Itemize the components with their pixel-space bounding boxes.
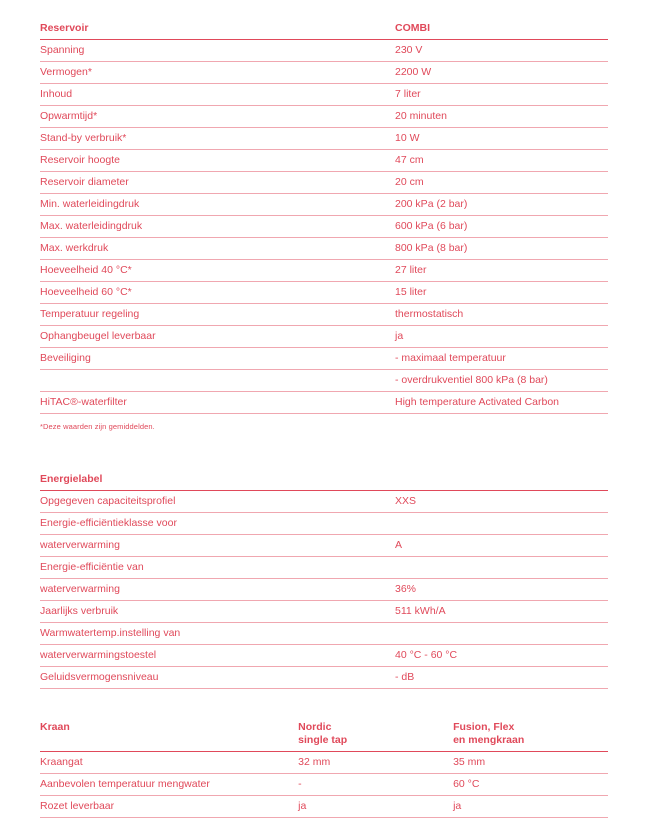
table-row [40,216,608,238]
table-row [40,370,608,392]
row-value [395,623,608,645]
row-label: Energie-efficiëntie van [40,557,395,579]
table-row [40,535,608,557]
row-value: 36% [395,579,608,601]
row-label: Aanbevolen temperatuur mengwater [40,774,298,796]
row-value-2: ja [453,796,608,818]
table-row [40,194,608,216]
table-row [40,491,608,513]
row-label: Vermogen* [40,62,395,84]
row-label: Warmwatertemp.instelling van [40,623,395,645]
table-row [40,774,608,796]
table-row [40,623,608,645]
header-label: Energielabel [40,467,395,491]
row-label: Geluidsvermogensniveau [40,667,395,689]
table-row [40,40,608,62]
table-row [40,326,608,348]
row-value: 27 liter [395,260,608,282]
reservoir-footnote: *Deze waarden zijn gemiddelden. [40,422,155,431]
row-label: Reservoir diameter [40,172,395,194]
row-value: 10 W [395,128,608,150]
row-label: Energie-efficiëntieklasse voor [40,513,395,535]
table-row [40,238,608,260]
row-label: Spanning [40,40,395,62]
kraan-table [40,715,608,818]
table-row [40,579,608,601]
section-spacer-2 [0,689,648,715]
row-label: waterverwarming [40,535,395,557]
table-row [40,128,608,150]
table-row [40,106,608,128]
row-label: Opgegeven capaciteitsprofiel [40,491,395,513]
row-value: - maximaal temperatuur [395,348,608,370]
row-value: 15 liter [395,282,608,304]
row-value: High temperature Activated Carbon [395,392,608,414]
row-value: 200 kPa (2 bar) [395,194,608,216]
row-label: Beveiliging [40,348,395,370]
header-value-fusion-line2: en mengkraan [453,734,525,746]
row-label: Min. waterleidingdruk [40,194,395,216]
row-value: ja [395,326,608,348]
table-row [40,796,608,818]
table-row [40,348,608,370]
row-label: Ophangbeugel leverbaar [40,326,395,348]
row-label: Hoeveelheid 40 °C* [40,260,395,282]
header-value-nordic-line2: single tap [298,734,348,746]
table-row [40,62,608,84]
row-value: 47 cm [395,150,608,172]
row-label: Inhoud [40,84,395,106]
row-value: A [395,535,608,557]
table-row [40,84,608,106]
row-value: ja [298,796,453,818]
table-header-row [40,715,608,752]
table-row [40,601,608,623]
row-label: waterverwarming [40,579,395,601]
section-energielabel [40,467,608,689]
row-value: 20 minuten [395,106,608,128]
row-value-2: 60 °C [453,774,608,796]
section-spacer-1 [0,431,648,467]
header-value [395,467,608,491]
row-label: Opwarmtijd* [40,106,395,128]
table-header-row [40,16,608,40]
row-value: 20 cm [395,172,608,194]
table-row [40,282,608,304]
header-value-nordic [298,715,453,752]
table-row [40,513,608,535]
header-label: Kraan [40,715,298,752]
row-value: - [298,774,453,796]
header-value-nordic-line1: Nordic [298,721,332,733]
row-label: Stand-by verbruik* [40,128,395,150]
table-row [40,645,608,667]
row-label: Temperatuur regeling [40,304,395,326]
row-value: 800 kPa (8 bar) [395,238,608,260]
table-row [40,557,608,579]
header-value-fusion-line1: Fusion, Flex [453,721,515,733]
row-label: Rozet leverbaar [40,796,298,818]
header-value-fusion [453,715,608,752]
row-value: 2200 W [395,62,608,84]
row-label [40,370,395,392]
energielabel-table [40,467,608,689]
row-value: 511 kWh/A [395,601,608,623]
row-label: Hoeveelheid 60 °C* [40,282,395,304]
table-row [40,392,608,414]
row-value: 32 mm [298,752,453,774]
reservoir-table [40,16,608,414]
row-value: thermostatisch [395,304,608,326]
top-spacer [0,0,648,16]
row-value [395,513,608,535]
row-label: Jaarlijks verbruik [40,601,395,623]
row-value-2: 35 mm [453,752,608,774]
header-label: Reservoir [40,16,395,40]
row-value: 600 kPa (6 bar) [395,216,608,238]
row-value: 40 °C - 60 °C [395,645,608,667]
row-label: Kraangat [40,752,298,774]
row-value: XXS [395,491,608,513]
row-label: Max. werkdruk [40,238,395,260]
table-row [40,150,608,172]
row-value: - dB [395,667,608,689]
table-header-row [40,467,608,491]
section-kraan [40,715,608,818]
section-reservoir [40,16,608,414]
row-value: - overdrukventiel 800 kPa (8 bar) [395,370,608,392]
row-value: 230 V [395,40,608,62]
table-row [40,304,608,326]
row-label: waterverwarmingstoestel [40,645,395,667]
table-row [40,172,608,194]
row-value: 7 liter [395,84,608,106]
header-value: COMBI [395,16,608,40]
row-label: Max. waterleidingdruk [40,216,395,238]
table-row [40,667,608,689]
table-row [40,260,608,282]
row-value [395,557,608,579]
table-row [40,752,608,774]
row-label: HiTAC®-waterfilter [40,392,395,414]
row-label: Reservoir hoogte [40,150,395,172]
